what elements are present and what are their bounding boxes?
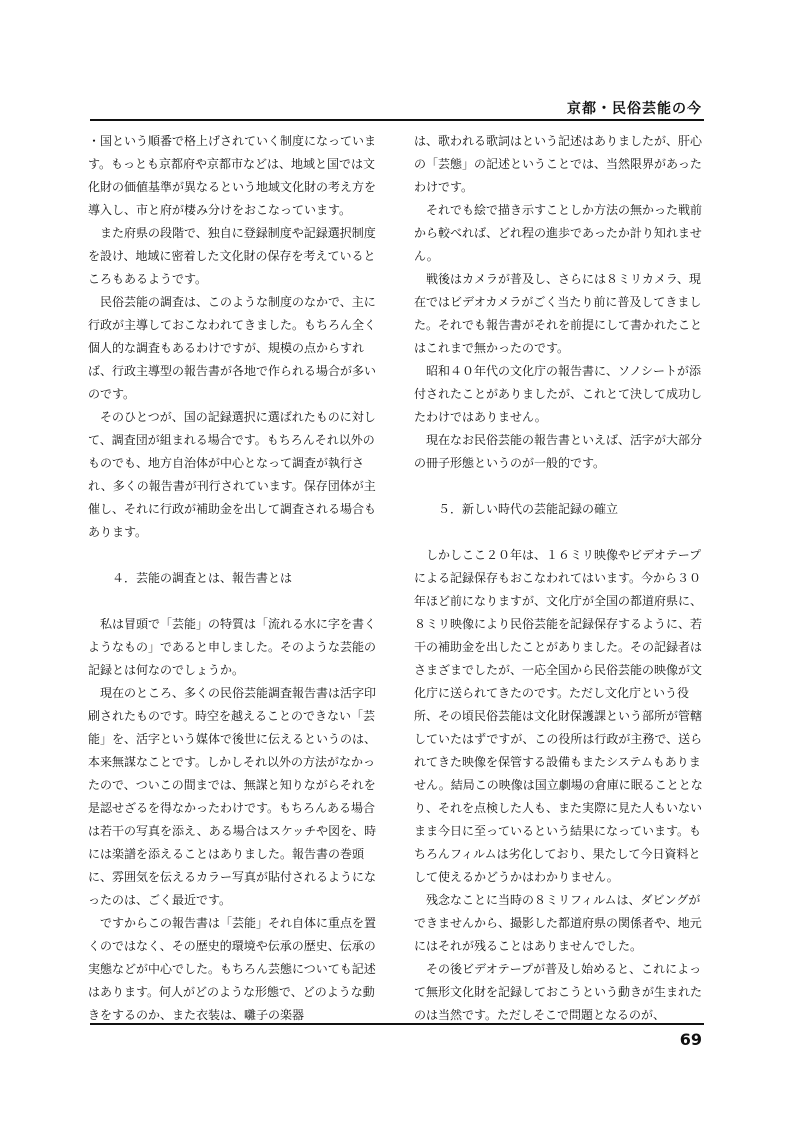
paragraph: ですからこの報告書は「芸能」それ自体に重点を置くのではなく、その歴史的環境や伝承の歴史、伝承の実態などが中心でした。もちろん芸態についても記述はあります。何人がどのような形態で、どのような動きをするのか、また衣装は、囃子の楽器 — [88, 916, 377, 1022]
running-header-title: 京都・民俗芸能の今 — [567, 101, 702, 117]
header-rule — [90, 119, 704, 121]
left-column — [88, 130, 385, 1027]
paragraph: そのひとつが、国の記録選択に選ばれたものに対して、調査団が組まれる場合です。もちろんそれ以外のものでも、地方自治体が中心となって調査が執行され、多くの報告書が刊行されています。保存団体が主催し、それに行政が補助金を出して調査される場合もあります。 — [88, 410, 377, 539]
spacer — [88, 544, 385, 567]
paragraph: また府県の段階で、独自に登録制度や記録選択制度を設け、地域に密着した文化財の保存を考えているところもあるようです。 — [88, 226, 376, 286]
paragraph: しかしここ２０年は、１６ミリ映像やビデオテープによる記録保存もおこなわれてはいます。今から３０年ほど前になりますが、文化庁が全国の都道府県に、８ミリ映像により民俗芸能を記録保存するように、若干の補助金を出したことがありました。その記録者はさまざまでしたが、一応全国から民俗芸能の映像が文化庁に送られてきたのです。ただし文化庁という役所、その頃民俗芸能は文化財保護課という部所が管轄していたはずですが、この役所は行政が主務で、送られてきた映像を保管する設備もまたシステムもありません。結局この映像は国立劇場の倉庫に眠ることとなり、それを点検した人も、また実際に見た人もいないまま今日に至っているという結果になっています。もちろんフィルムは劣化しており、果たして今日資料として使えるかどうかはわかりません。 — [414, 548, 703, 884]
paragraph: 残念なことに当時の８ミリフィルムは、ダビングができませんから、撮影した都道府県の関係者や、地元にはそれが残ることはありませんでした。 — [414, 893, 702, 953]
spacer — [88, 590, 385, 613]
paragraph: 私は冒頭で「芸能」の特質は「流れる水に字を書くようなもの」であると申しました。そのような芸能の記録とは何なのでしょうか。 — [88, 617, 377, 677]
footer-rule — [90, 1023, 704, 1025]
spacer — [414, 475, 711, 498]
paragraph: 戦後はカメラが普及し、さらには８ミリカメラ、現在ではビデオカメラがごく当たり前に普及してきました。それでも報告書がそれを前提にして書かれたことはこれまで無かったのです。 — [414, 272, 703, 355]
paragraph: 昭和４０年代の文化庁の報告書に、ソノシートが添付されたことがありましたが、これとて決して成功したわけではありません。 — [414, 364, 703, 424]
paragraph: 民俗芸能の調査は、このような制度のなかで、主に行政が主導しておこなわれてきました。もちろん全く個人的な調査もあるわけですが、規模の点からすれば、行政主導型の報告書が各地で作られる場合が多いのです。 — [88, 295, 377, 401]
paragraph: は、歌われる歌詞はという記述はありましたが、肝心の「芸態」の記述ということでは、当然限界があったわけです。 — [414, 134, 703, 194]
paragraph: 現在のところ、多くの民俗芸能調査報告書は活字印刷されたものです。時空を越えることのできない「芸能」を、活字という媒体で後世に伝えるというのは、本来無謀なことです。しかしそれ以外の方法がなかったので、ついこの間までは、無謀と知りながらそれを是認せざるを得なかったわけです。もちろんある場合は若干の写真を添え、ある場合はスケッチや図を、時には楽譜を添えることはありました。報告書の巻頭に、雰囲気を伝えるカラー写真が貼付されるようになったのは、ごく最近です。 — [88, 686, 377, 907]
paragraph: それでも絵で描き示すことしか方法の無かった戦前から較べれば、どれ程の進歩であったか計り知れません。 — [414, 203, 703, 263]
section-heading-4: ４．芸能の調査とは、報告書とは — [112, 571, 293, 585]
page-number: 69 — [679, 1030, 702, 1049]
section-heading-5: ５．新しい時代の芸能記録の確立 — [438, 502, 619, 516]
spacer — [414, 521, 711, 544]
paragraph: ・国という順番で格上げされていく制度になっています。もっとも京都府や京都市などは、地域と国では文化財の価値基準が異なるという地域文化財の考え方を導入し、市と府が棲み分けをおこなっています。 — [88, 134, 377, 217]
paragraph: その後ビデオテープが普及し始めると、これによって無形文化財を記録しておこうという動きが生まれたのは当然です。ただしそこで問題となるのが、 — [414, 962, 703, 1022]
right-column — [414, 130, 711, 1027]
paragraph: 現在なお民俗芸能の報告書といえば、活字が大部分の冊子形態というのが一般的です。 — [414, 433, 703, 470]
